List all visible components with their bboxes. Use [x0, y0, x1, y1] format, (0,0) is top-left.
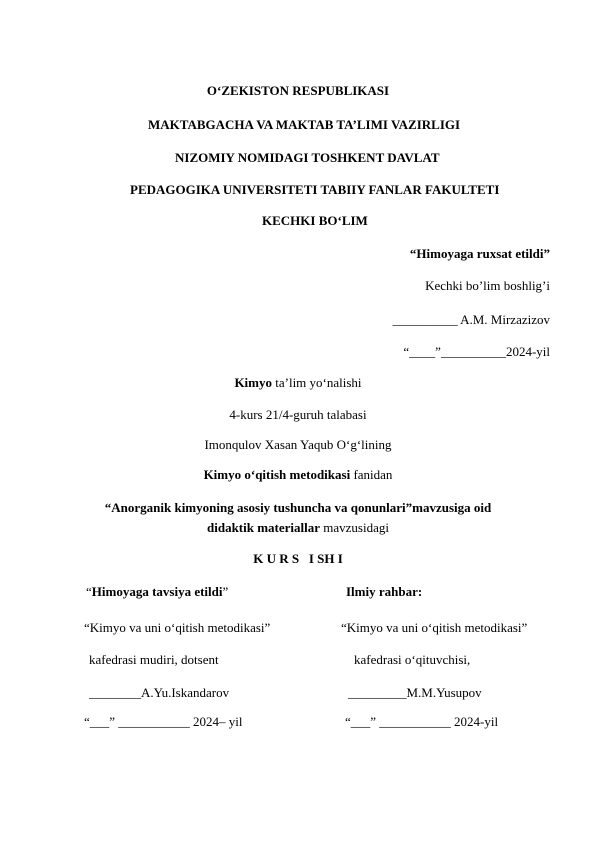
- student-direction-rest: ta’lim yo‘nalishi: [272, 375, 362, 390]
- right-date: “___” ___________ 2024-yil: [345, 714, 499, 729]
- header-ministry: MAKTABGACHA VA MAKTAB TA’LIMI VAZIRLIGI: [148, 117, 461, 132]
- header-department: KECHKI BO‘LIM: [262, 213, 368, 228]
- right-signature: _________M.M.Yusupov: [348, 685, 482, 700]
- right-title: Ilmiy rahbar:: [346, 584, 423, 599]
- approval-name: A.M. Mirzazizov: [457, 312, 550, 327]
- student-name: Imonqulov Xasan Yaqub O‘g‘lining: [204, 437, 392, 452]
- approval-title: “Himoyaga ruxsat etildi”: [409, 246, 550, 261]
- student-group: 4-kurs 21/4-guruh talabasi: [229, 407, 367, 422]
- left-date: “___” ___________ 2024– yil: [84, 714, 243, 729]
- left-title: [86, 584, 228, 600]
- approval-date: “____”__________2024-yil: [403, 344, 550, 359]
- left-title-bold: Himoyaga tavsiya etildi: [91, 584, 223, 599]
- right-position: kafedrasi o‘qituvchisi,: [354, 652, 471, 667]
- student-direction: [0, 375, 596, 391]
- header-university-2: PEDAGOGIKA UNIVERSITETI TABIIY FANLAR FAKULTETI: [130, 182, 500, 197]
- topic-line-2-bold: didaktik materiallar: [207, 520, 321, 535]
- student-subject-rest: fanidan: [350, 467, 393, 482]
- left-dept: “Kimyo va uni o‘qitish metodikasi”: [84, 620, 271, 635]
- left-position: kafedrasi mudiri, dotsent: [89, 652, 219, 667]
- header-ministry-country: O‘ZEKISTON RESPUBLIKASI: [206, 83, 390, 98]
- approval-signature-line: __________: [392, 312, 458, 327]
- left-signature: ________A.Yu.Iskandarov: [89, 685, 230, 700]
- right-dept: “Kimyo va uni o‘qitish metodikasi”: [341, 620, 528, 635]
- header-university-1: NIZOMIY NOMIDAGI TOSHKENT DAVLAT: [175, 150, 440, 165]
- student-direction-bold: Kimyo: [234, 375, 272, 390]
- topic-line-1: “Anorganik kimyoning asosiy tushuncha va qonunlari”mavzusiga oid: [104, 500, 492, 515]
- topic-line-2-rest: mavzusidagi: [320, 520, 389, 535]
- approval-role: Kechki bo’lim boshlig’i: [425, 278, 550, 293]
- left-title-open: “: [86, 584, 92, 599]
- work-type: K U R S I SH I: [253, 551, 343, 566]
- student-subject: [0, 467, 596, 483]
- approval-signature: [393, 312, 550, 328]
- student-subject-bold: Kimyo o‘qitish metodikasi: [203, 467, 351, 482]
- topic-line-2: [0, 520, 596, 536]
- left-title-close: ”: [222, 584, 229, 599]
